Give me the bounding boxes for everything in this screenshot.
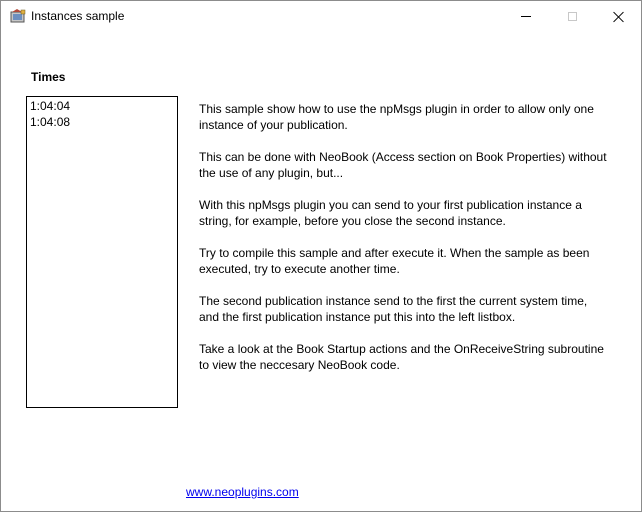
description-paragraph: Take a look at the Book Startup actions and the OnReceiveString subroutine to view the neccesary NeoBook code. <box>199 342 604 372</box>
title-bar[interactable] <box>1 1 641 32</box>
window-title: Instances sample <box>31 9 125 23</box>
list-item[interactable]: 1:04:08 <box>30 115 71 129</box>
maximize-button[interactable] <box>549 1 595 32</box>
minimize-button[interactable] <box>503 1 549 32</box>
description-paragraph: With this npMsgs plugin you can send to your first publication instance a string, for example, before you close the second instance. <box>199 198 582 228</box>
description-paragraph: This sample show how to use the npMsgs plugin in order to allow only one instance of your publication. <box>199 102 594 132</box>
minimize-icon <box>521 16 531 17</box>
app-icon[interactable] <box>10 9 26 23</box>
maximize-icon <box>568 12 577 21</box>
close-icon <box>613 11 624 22</box>
times-listbox[interactable] <box>26 96 178 408</box>
website-link[interactable]: www.neoplugins.com <box>186 485 299 499</box>
description-paragraph: This can be done with NeoBook (Access section on Book Properties) without the use of any plugin, but... <box>199 150 607 180</box>
description-text <box>199 101 609 389</box>
description-paragraph: Try to compile this sample and after execute it. When the sample as been executed, try to execute another time. <box>199 246 590 276</box>
list-item[interactable]: 1:04:04 <box>30 99 71 113</box>
description-paragraph: The second publication instance send to the first the current system time, and the first publication instance put this into the left listbox. <box>199 294 588 324</box>
times-label: Times <box>31 70 66 84</box>
close-button[interactable] <box>595 1 641 32</box>
